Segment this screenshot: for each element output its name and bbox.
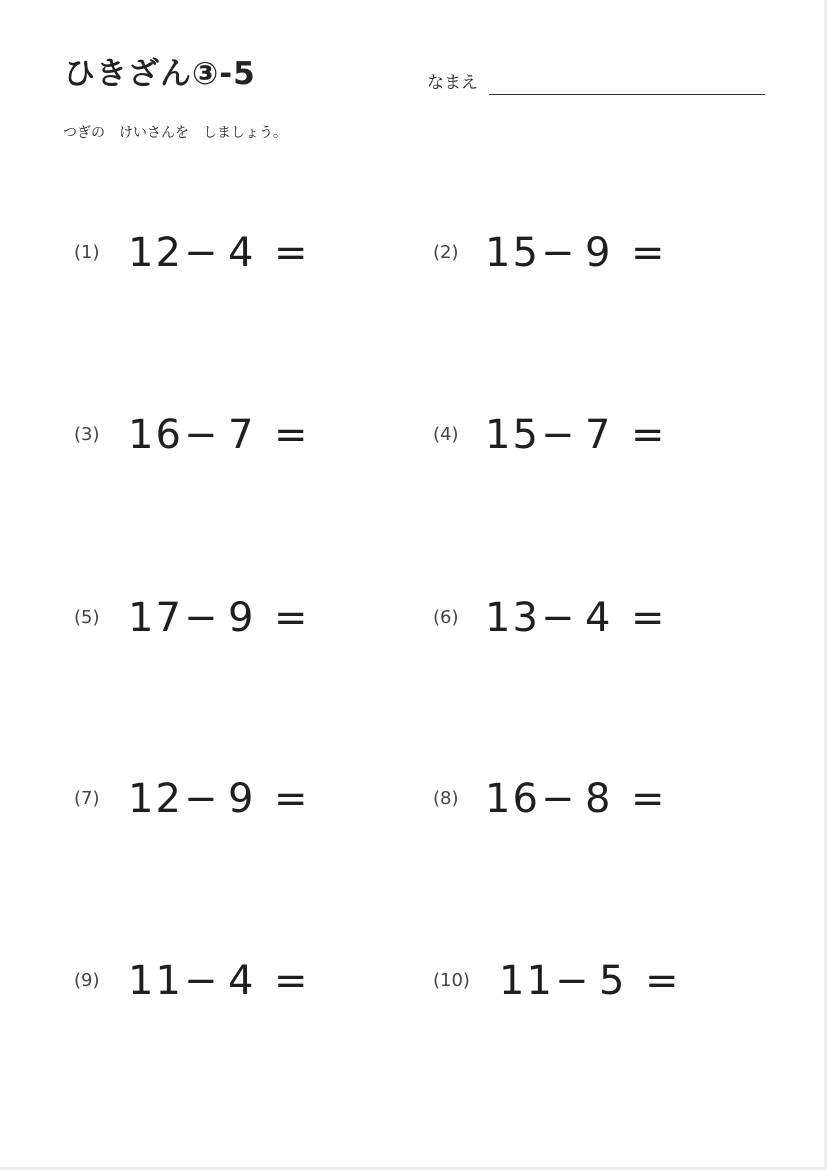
problem-7 — [74, 774, 394, 824]
worksheet-title: ひきざん③-5 — [64, 56, 256, 92]
problem-number: (9) — [74, 970, 100, 991]
subtrahend: 9 — [228, 776, 254, 822]
subtrahend: 8 — [585, 776, 611, 822]
name-write-line — [489, 94, 765, 95]
equals-sign: = — [274, 776, 308, 822]
minus-sign: − — [541, 595, 575, 641]
minuend: 16 — [128, 412, 183, 458]
minus-sign: − — [541, 412, 575, 458]
problem-number: (8) — [433, 788, 459, 809]
minuend: 17 — [128, 595, 183, 641]
subtrahend: 4 — [585, 595, 611, 641]
minus-sign: − — [184, 230, 218, 276]
equals-sign: = — [274, 230, 308, 276]
equals-sign: = — [631, 776, 665, 822]
problem-number: (7) — [74, 788, 100, 809]
problem-4 — [433, 410, 753, 460]
problem-3 — [74, 410, 394, 460]
subtrahend: 7 — [585, 412, 611, 458]
equals-sign: = — [631, 230, 665, 276]
problem-number: (1) — [74, 242, 100, 263]
problem-1 — [74, 228, 394, 278]
minuend: 16 — [485, 776, 540, 822]
minus-sign: − — [184, 958, 218, 1004]
subtrahend: 4 — [228, 958, 254, 1004]
problem-2 — [433, 228, 753, 278]
problem-number: (5) — [74, 607, 100, 628]
minuend: 12 — [128, 230, 183, 276]
minuend: 12 — [128, 776, 183, 822]
minus-sign: − — [184, 595, 218, 641]
equals-sign: = — [274, 595, 308, 641]
problem-number: (10) — [433, 970, 470, 991]
minuend: 11 — [128, 958, 183, 1004]
equals-sign: = — [631, 412, 665, 458]
minuend: 15 — [485, 412, 540, 458]
subtrahend: 4 — [228, 230, 254, 276]
subtrahend: 9 — [585, 230, 611, 276]
problem-number: (6) — [433, 607, 459, 628]
problem-number: (4) — [433, 424, 459, 445]
minus-sign: − — [184, 776, 218, 822]
minus-sign: − — [541, 230, 575, 276]
minus-sign: − — [555, 958, 589, 1004]
subtrahend: 5 — [599, 958, 625, 1004]
subtrahend: 7 — [228, 412, 254, 458]
minuend: 13 — [485, 595, 540, 641]
equals-sign: = — [631, 595, 665, 641]
minus-sign: − — [541, 776, 575, 822]
problem-number: (2) — [433, 242, 459, 263]
equals-sign: = — [645, 958, 679, 1004]
problem-10 — [433, 956, 753, 1006]
problem-6 — [433, 593, 753, 643]
minuend: 15 — [485, 230, 540, 276]
problem-9 — [74, 956, 394, 1006]
subtrahend: 9 — [228, 595, 254, 641]
name-field-area — [427, 66, 767, 98]
problem-5 — [74, 593, 394, 643]
problem-8 — [433, 774, 753, 824]
equals-sign: = — [274, 958, 308, 1004]
minus-sign: − — [184, 412, 218, 458]
minuend: 11 — [499, 958, 554, 1004]
equals-sign: = — [274, 412, 308, 458]
problem-number: (3) — [74, 424, 100, 445]
instruction-text: つぎの けいさんを しましょう。 — [63, 125, 287, 141]
name-label: なまえ — [427, 73, 478, 93]
